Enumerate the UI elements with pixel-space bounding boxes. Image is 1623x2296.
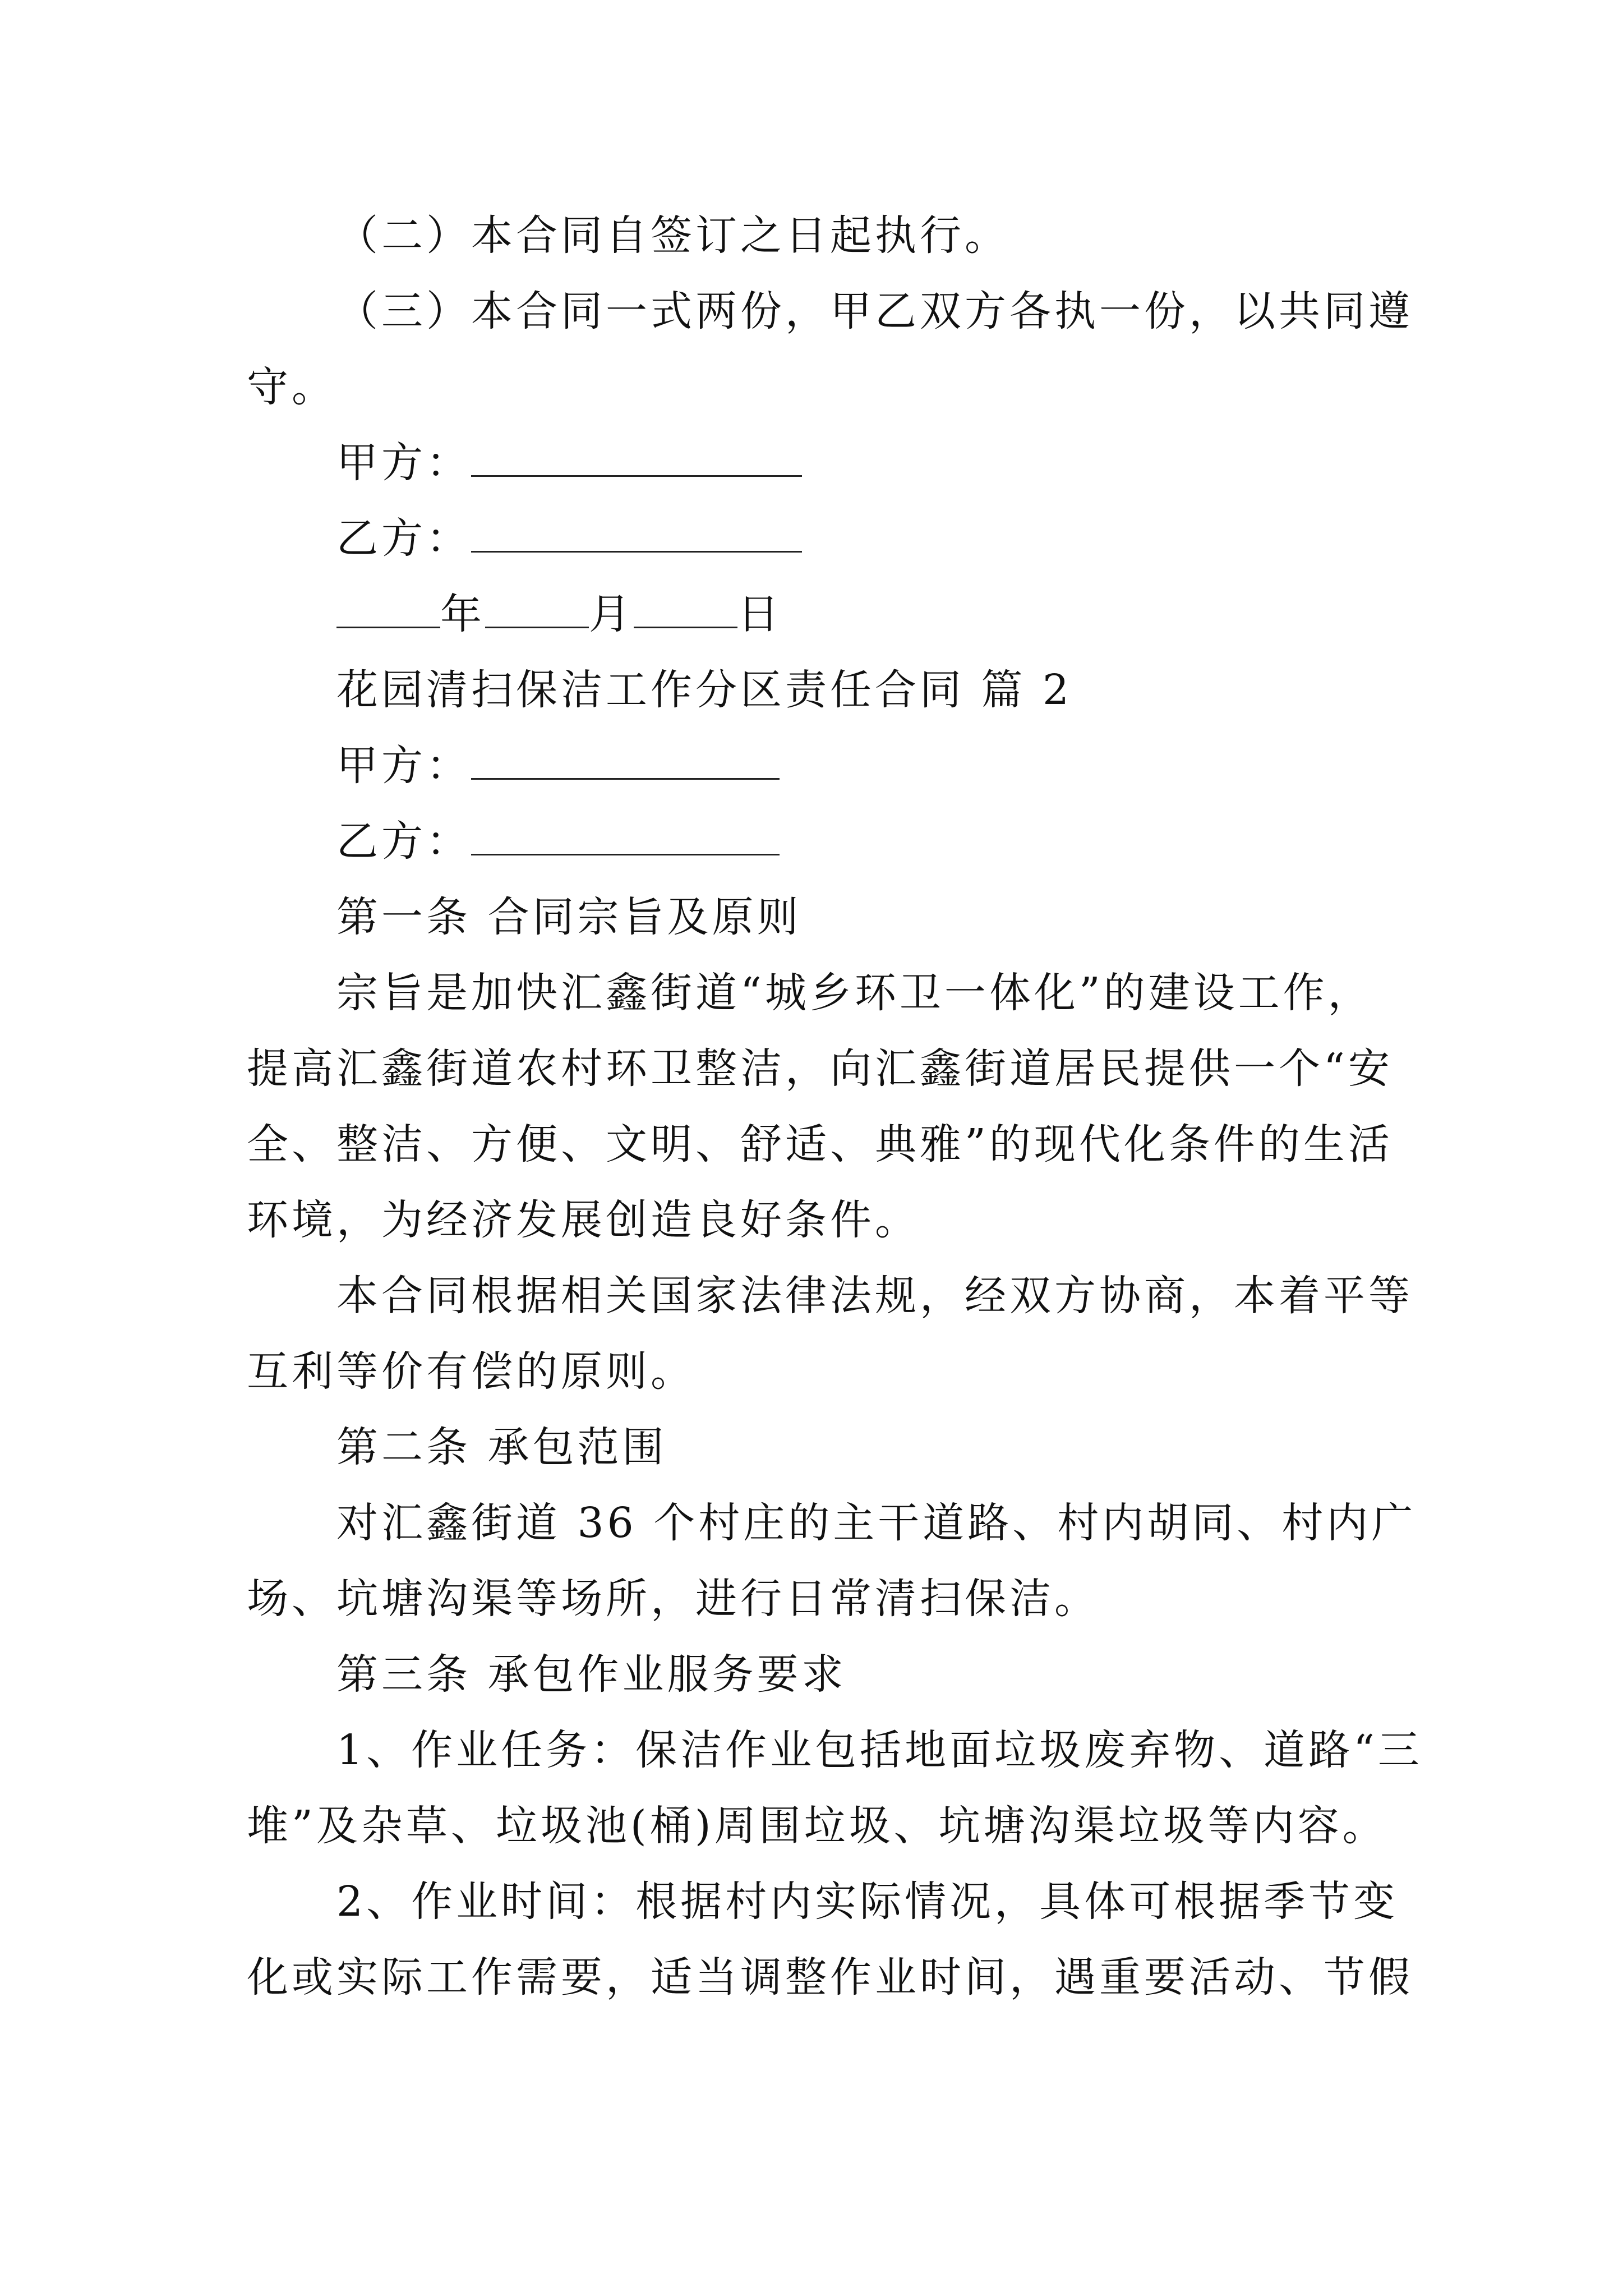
principle-line-1: 本合同根据相关国家法律法规，经双方协商，本着平等 [336,1272,1413,1320]
contract-2-title: 花园清扫保洁工作分区责任合同 篇 2 [336,666,1073,714]
party-a-blank-2[interactable] [471,739,780,780]
principle-line-2: 互利等价有偿的原则。 [247,1347,695,1396]
purpose-line-4: 环境，为经济发展创造良好条件。 [247,1196,920,1244]
article-1-title: 第一条 合同宗旨及原则 [336,893,802,941]
party-a-row-2 [336,738,780,794]
day-blank[interactable] [634,587,737,628]
day-label: 日 [737,590,782,638]
scope-line-2: 场、坑塘沟渠等场所，进行日常清扫保洁。 [247,1575,1099,1623]
clause-two-line: （二）本合同自签订之日起执行。 [336,211,1009,260]
work-time-line-1: 2、作业时间：根据村内实际情况，具体可根据季节变 [336,1878,1399,1926]
clause-three-line-2: 守。 [247,363,336,411]
purpose-line-1: 宗旨是加快汇鑫街道“城乡环卫一体化”的建设工作， [336,969,1373,1017]
task-line-1: 1、作业任务：保洁作业包括地面垃圾废弃物、道路“三 [336,1726,1423,1774]
scope-line-1: 对汇鑫街道 36 个村庄的主干道路、村内胡同、村内广 [336,1499,1417,1547]
party-a-blank[interactable] [471,436,802,477]
purpose-line-2: 提高汇鑫街道农村环卫整洁，向汇鑫街道居民提供一个“安 [247,1045,1393,1093]
month-blank[interactable] [485,587,589,628]
party-b-label: 乙方： [336,514,471,563]
year-label: 年 [440,590,485,638]
article-3-title: 第三条 承包作业服务要求 [336,1650,847,1699]
date-row [336,586,782,642]
party-b-blank[interactable] [471,512,802,553]
party-b-row-2 [336,813,780,869]
work-time-line-2: 化或实际工作需要，适当调整作业时间，遇重要活动、节假 [247,1953,1413,2001]
purpose-line-3: 全、整洁、方便、文明、舒适、典雅”的现代化条件的生活 [247,1120,1393,1168]
article-2-title: 第二条 承包范围 [336,1423,667,1471]
month-label: 月 [589,590,634,638]
party-a-label: 甲方： [336,439,471,487]
party-b-blank-2[interactable] [471,815,780,855]
year-blank[interactable] [336,587,440,628]
party-b-signature-row [336,510,802,567]
task-line-2: 堆”及杂草、垃圾池(桶)周围垃圾、坑塘沟渠垃圾等内容。 [247,1802,1387,1850]
clause-three-line-1: （三）本合同一式两份，甲乙双方各执一份，以共同遵 [336,287,1413,335]
party-a-label-2: 甲方： [336,742,471,790]
party-b-label-2: 乙方： [336,817,471,866]
party-a-signature-row [336,435,802,491]
